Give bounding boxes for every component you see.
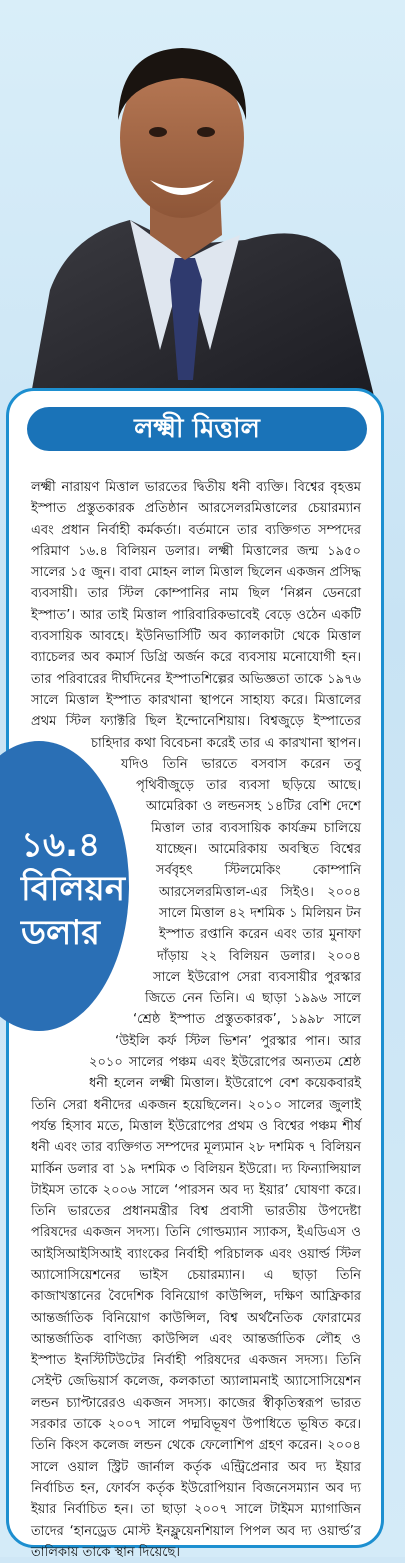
article-body bbox=[31, 477, 361, 1563]
badge-unit: বিলিয়ন bbox=[21, 869, 126, 909]
badge-amount: ১৬.৪ bbox=[21, 825, 101, 865]
article-text: লক্ষ্মী নারায়ণ মিত্তাল ভারতের দ্বিতীয় ধনী ব্যক্তি। বিশ্বের বৃহত্তম ইস্পাত প্রস্তুতকারক প্রতিষ্ঠান আরসেলরমিত্তালের চেয়ারম্যান এবং প্রধান নির্বাহী কর্মকর্তা। বর্তমানে তার ব্যক্তিগত সম্পদের পরিমাণ ১৬.৪ বিলিয়ন ডলার। লক্ষ্মী মিত্তালের জন্ম ১৯৫০ সালের ১৫ জুন। বাবা মোহন লাল মিত্তাল ছিলেন একজন প্রসিদ্ধ ব্যবসায়ী। তার স্টিল কোম্পানির নাম ছিল ‘নিপ্পন ডেনরো ইস্পাত’। আর তাই মিত্তাল পারিবারিকভাবেই বেড়ে ওঠেন একটি ব্যবসায়িক আবহে। ইউনিভার্সিটি অব ক্যালকাটা থেকে মিত্তাল ব্যাচেলর অব কমার্স ডিগ্রি অর্জন করে ব্যবসায় মনোযোগী হন। তার পরিবারের দীর্ঘদিনের ইস্পাতশিল্পের অভিজ্ঞতা তাকে ১৯৭৬ সালে মিত্তাল ইস্পাত কারখানা স্থাপনে সাহায্য করে। মিত্তালের প্রথম স্টিল ফ্যাক্টরি ছিল ইন্দোনেশিয়ায়। বিশ্বজুড়ে ইস্পাতের চাহিদার কথা বিবেচনা করেই তার এ কারখানা স্থাপন। যদিও তিনি ভারতে বসবাস করেন তবু পৃথিবীজুড়ে তার ব্যবসা ছড়িয়ে আছে। আমেরিকা ও লন্ডনসহ ১৪টির বেশি দেশে মিত্তাল তার ব্যবসায়িক কার্যক্রম চালিয়ে যাচ্ছেন। আমেরিকায় অবস্থিত বিশ্বের সর্ববৃহৎ স্টিলমেকিং কোম্পানি আরসেলরমিত্তাল-এর সিইও। ২০০৪ সালে মিত্তাল ৪২ দশমিক ১ মিলিয়ন টন ইস্পাত রপ্তানি করেন এবং তার মুনাফা দাঁড়ায় ২২ বিলিয়ন ডলার। ২০০৪ সালে ইউরোপ সেরা ব্যবসায়ীর পুরস্কার জিতে নেন তিনি। এ ছাড়া ১৯৯৬ সালে ‘শ্রেষ্ঠ ইস্পাত প্রস্তুতকারক’, ১৯৯৮ সালে ‘উইলি কর্ফ স্টিল ভিশন’ পুরস্কার পান। আর ২০১০ সালের পঞ্চম এবং ইউরোপের অন্যতম শ্রেষ্ঠ ধনী হলেন লক্ষ্মী মিত্তাল। ইউরোপে বেশ কয়েকবারই তিনি সেরা ধনীদের একজন হয়েছিলেন। ২০১০ সালের জুলাই পর্যন্ত হিসাব মতে, মিত্তাল ইউরোপের প্রথম ও বিশ্বের পঞ্চম শীর্ষ ধনী এবং তার ব্যক্তিগত সম্পদের মূল্যমান ২৮ দশমিক ৭ বিলিয়ন মার্কিন ডলার বা ১৯ দশমিক ৩ বিলিয়ন ইউরো। দ্য ফিন্যান্সিয়াল টাইমস তাকে ২০০৬ সালে ‘পারসন অব দ্য ইয়ার’ ঘোষণা করে। তিনি ভারতের প্রধানমন্ত্রীর বিশ্ব প্রবাসী ভারতীয় উপদেষ্টা পরিষদের একজন সদস্য। তিনি গোল্ডম্যান স্যাকস, ইএডিএস ও আইসিআইসিআই ব্যাংকের নির্বাহী পরিচালক এবং ওয়ার্ল্ড স্টিল অ্যাসোসিয়েশনের ভাইস চেয়ারম্যান। এ ছাড়া তিনি কাজাখস্তানের বৈদেশিক বিনিয়োগ কাউন্সিল, দক্ষিণ আফ্রিকার আন্তর্জাতিক বিনিয়োগ কাউন্সিল, বিশ্ব অর্থনৈতিক ফোরামের আন্তর্জাতিক বাণিজ্য কাউন্সিল এবং আন্তর্জাতিক লৌহ ও ইস্পাত ইনস্টিটিউটের নির্বাহী পরিষদের একজন সদস্য। তিনি সেইন্ট জেভিয়ার্স কলেজ, কলকাতা অ্যালামনাই অ্যাসোসিয়েশন লন্ডন চ্যাপ্টারেরও একজন সদস্য। কাজের স্বীকৃতিস্বরূপ ভারত সরকার তাকে ২০০৭ সালে পদ্মবিভূষণ উপাধিতে ভূষিত করে। তিনি কিংস কলেজ লন্ডন থেকে ফেলোশিপ গ্রহণ করেন। ২০০৪ সালে ওয়াল স্ট্রিট জার্নাল কর্তৃক এন্ট্রিপ্রেনার অব দ্য ইয়ার নির্বাচিত হন, ফোর্বস কর্তৃক ইউরোপিয়ান বিজনেসম্যান অব দ্য ইয়ার নির্বাচিত হন। তা ছাড়া ২০০৭ সালে টাইমস ম্যাগাজিন তাদের ‘হানড্রেড মোস্ট ইনফ্লুয়েনশিয়াল পিপল অব দ্য ওয়ার্ল্ড’র তালিকায় তাকে স্থান দিয়েছে। bbox=[31, 480, 361, 1560]
portrait-photo bbox=[10, 20, 390, 400]
profile-title: লক্ষ্মী মিত্তাল bbox=[27, 407, 367, 451]
profile-card bbox=[6, 388, 384, 1560]
wealth-badge-text bbox=[21, 823, 131, 955]
badge-currency: ডলার bbox=[21, 913, 100, 953]
